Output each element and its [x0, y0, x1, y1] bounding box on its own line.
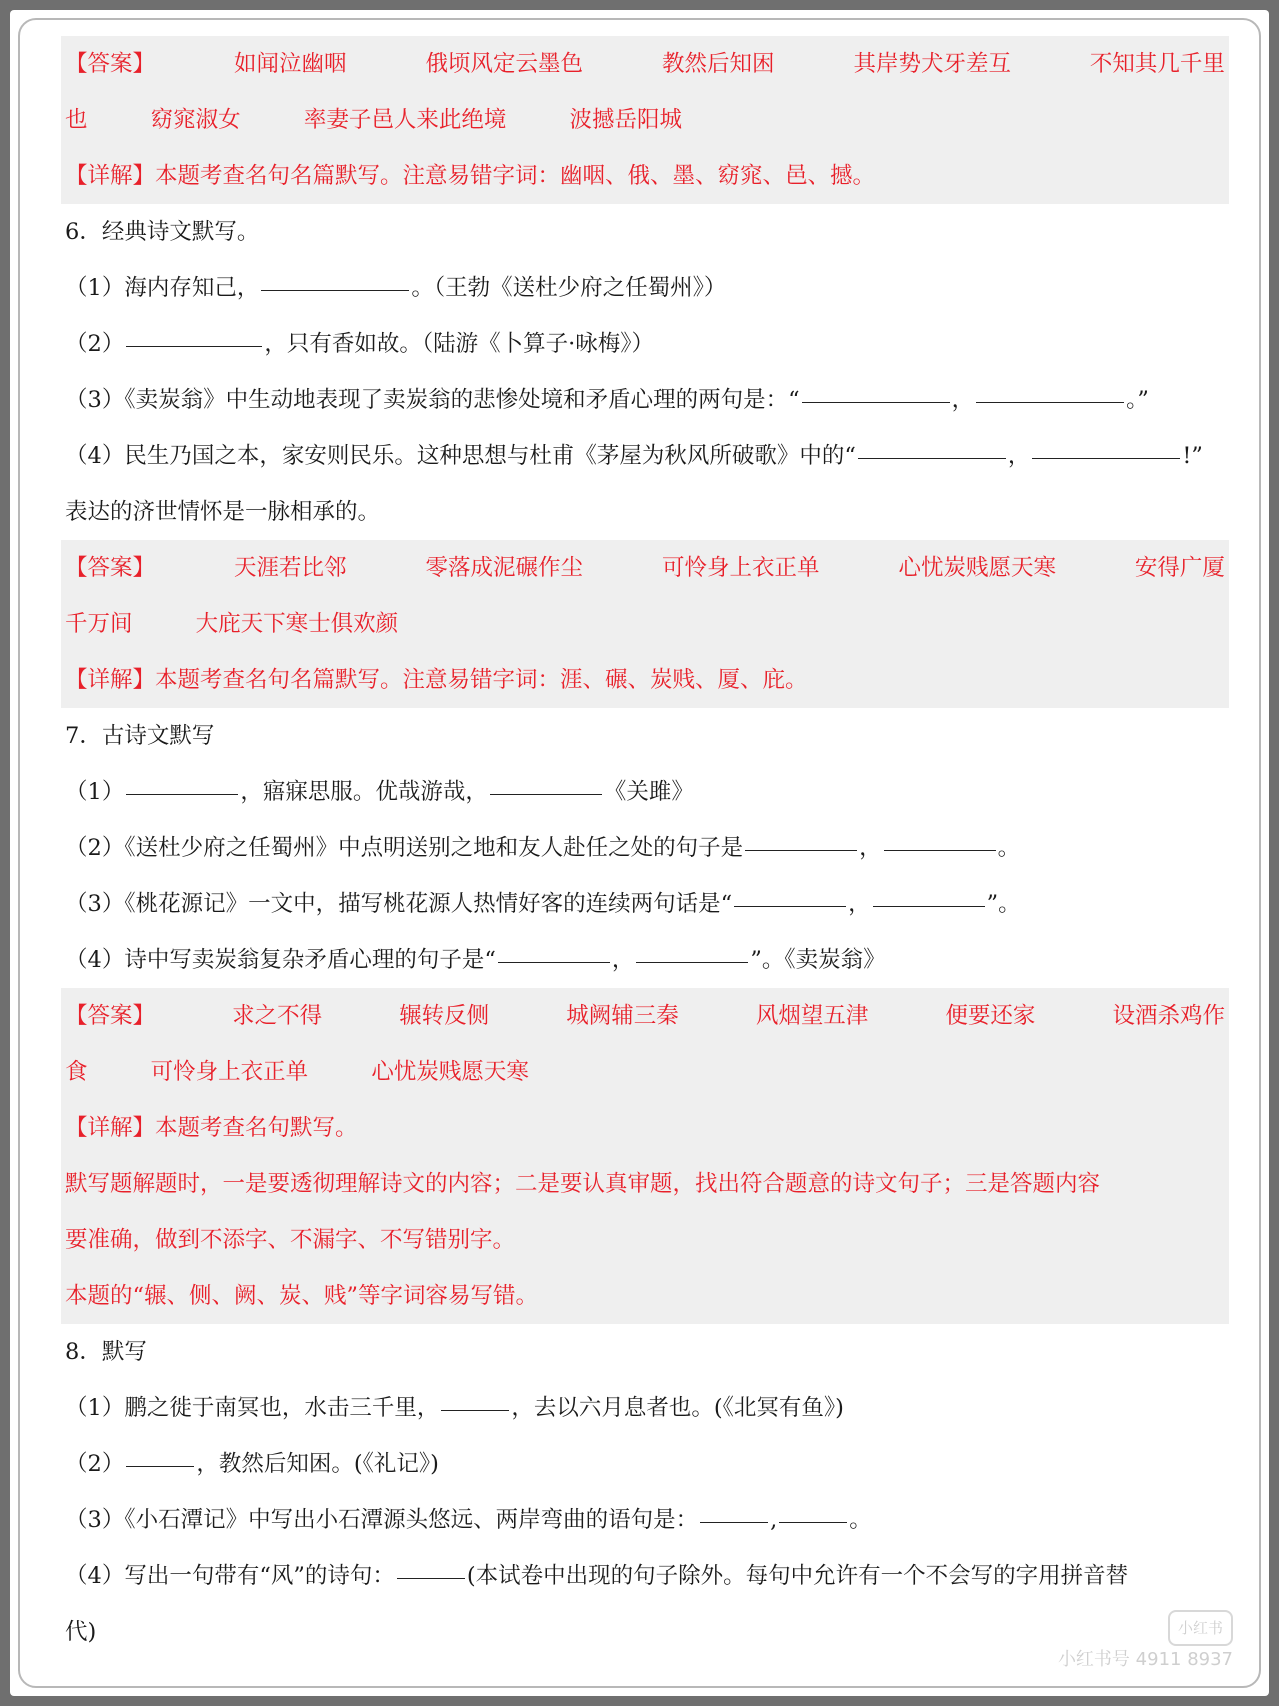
explain-line [65, 652, 1229, 708]
answer-item: 如闻泣幽咽 [233, 51, 347, 77]
answer-item: 心忧炭贱愿天寒 [898, 555, 1056, 581]
answer-label: 【答案】 [65, 1003, 156, 1029]
answer-blank[interactable] [1032, 457, 1180, 459]
answer-item: 天涯若比邻 [233, 555, 347, 581]
explain-label: 【详解】 [65, 163, 156, 189]
explain-label: 【详解】 [65, 1115, 156, 1141]
question-title: 6．经典诗文默写。 [65, 219, 260, 245]
prompt-text: （4）民生乃国之本，家安则民乐。这种思想与杜甫《茅屋为秋风所破歌》中的“ [65, 443, 856, 469]
answer-line [65, 540, 1229, 596]
answer-blank[interactable] [126, 1465, 194, 1467]
question-title: 7．古诗文默写 [65, 723, 215, 749]
watermark-logo: 小红书 [1168, 1610, 1233, 1646]
question-item [65, 316, 1225, 372]
question-title: 8．默写 [65, 1339, 147, 1365]
prompt-text: （2）《送杜少府之任蜀州》中点明送别之地和友人赴任之处的句子是 [65, 835, 744, 861]
explain-text: 本题考查名句名篇默写。注意易错字词：幽咽、俄、墨、窈窕、邑、撼。 [155, 163, 876, 189]
answer-item: 食 [65, 1059, 88, 1085]
explain-label: 【详解】 [65, 667, 156, 693]
prompt-text: 。” [1126, 387, 1149, 413]
prompt-text: !” [1182, 443, 1203, 469]
answer-line [65, 988, 1229, 1044]
answer-blank[interactable] [490, 793, 602, 795]
question-item [65, 932, 1225, 988]
prompt-text: ，教然后知困。(《礼记》) [196, 1451, 439, 1477]
prompt-text: （1）海内存知己， [65, 275, 260, 301]
explain-note: 默写题解题时，一是要透彻理解诗文的内容；二是要认真审题，找出符合题意的诗文句子；三是答题内容 [65, 1171, 1101, 1197]
watermark-text: 小红书号 4911 8937 [1057, 1649, 1233, 1670]
answer-blank[interactable] [441, 1409, 509, 1411]
answer-block-q7 [61, 988, 1229, 1324]
explain-line [65, 1100, 1229, 1156]
prompt-text: （1）鹏之徙于南冥也，水击三千里， [65, 1395, 440, 1421]
answer-item: 俄顷风定云墨色 [425, 51, 583, 77]
prompt-text: （3）《小石潭记》中写出小石潭源头悠远、两岸弯曲的语句是： [65, 1507, 699, 1533]
answer-item: 也 [65, 107, 88, 133]
answer-item: 城阙辅三秦 [566, 1003, 679, 1029]
answer-item: 其岸势犬牙差互 [853, 51, 1011, 77]
question-item [65, 428, 1225, 484]
answer-blank[interactable] [261, 289, 409, 291]
answer-blank[interactable] [802, 401, 950, 403]
watermark [1058, 1610, 1233, 1674]
prompt-text: （3）《桃花源记》一文中，描写桃花源人热情好客的连续两句话是“ [65, 891, 733, 917]
explain-text: 本题考查名句名篇默写。注意易错字词：涯、碾、炭贱、厦、庇。 [155, 667, 808, 693]
explain-note: 本题的“辗、侧、阙、炭、贱”等字词容易写错。 [65, 1283, 539, 1309]
prompt-text: （2） [65, 331, 125, 357]
question-item [65, 1548, 1225, 1604]
answer-item: 便要还家 [945, 1003, 1036, 1029]
question-item [65, 876, 1225, 932]
answer-item: 教然后知困 [661, 51, 775, 77]
answer-item: 零落成泥碾作尘 [425, 555, 583, 581]
prompt-text: 《关雎》 [603, 779, 694, 805]
prompt-text: （1） [65, 779, 125, 805]
prompt-text: ，只有香如故。（陆游《卜算子·咏梅》） [264, 331, 654, 357]
answer-label: 【答案】 [65, 51, 156, 77]
answer-blank[interactable] [779, 1521, 847, 1523]
answer-line [65, 36, 1229, 92]
question-item [65, 372, 1225, 428]
prompt-text: 。 [997, 835, 1021, 861]
answer-blank[interactable] [858, 457, 1006, 459]
question-item-continued: 代) [65, 1619, 97, 1645]
answer-blank[interactable] [498, 961, 610, 963]
question-item [65, 764, 1225, 820]
answer-blank[interactable] [126, 345, 262, 347]
answer-line [65, 596, 1229, 652]
answer-item: 可怜身上衣正单 [661, 555, 820, 581]
prompt-text: ， [859, 835, 882, 861]
answer-item: 千万间 [65, 611, 133, 637]
prompt-text: ，去以六月息者也。(《北冥有鱼》) [511, 1395, 844, 1421]
prompt-text: ”。《卖炭翁》 [750, 947, 886, 973]
prompt-text: 。（王勃《送杜少府之任蜀州》） [411, 275, 727, 301]
prompt-text: ， [951, 387, 975, 413]
prompt-text: (本试卷中出现的句子除外。每句中允许有一个不会写的字用拼音替 [466, 1563, 1129, 1589]
answer-blank[interactable] [126, 793, 238, 795]
document-body [65, 36, 1225, 1660]
question-item [65, 820, 1225, 876]
answer-item: 不知其几千里 [1089, 51, 1225, 77]
answer-blank[interactable] [745, 849, 857, 851]
prompt-text: （3）《卖炭翁》中生动地表现了卖炭翁的悲惨处境和矛盾心理的两句是：“ [65, 387, 800, 413]
answer-blank[interactable] [636, 961, 748, 963]
answer-item: 求之不得 [232, 1003, 323, 1029]
question-item-continued: 表达的济世情怀是一脉相承的。 [65, 499, 381, 525]
answer-block-q6 [61, 540, 1229, 708]
prompt-text: ， [611, 947, 635, 973]
answer-blank[interactable] [734, 905, 846, 907]
answer-item: 率妻子邑人来此绝境 [303, 107, 507, 133]
answer-blank[interactable] [873, 905, 985, 907]
question-item [65, 1436, 1225, 1492]
answer-line [65, 92, 1229, 148]
answer-line [65, 1044, 1229, 1100]
answer-label: 【答案】 [65, 555, 156, 581]
question-item [65, 260, 1225, 316]
answer-blank[interactable] [884, 849, 996, 851]
prompt-text: ，寤寐思服。优哉游哉， [240, 779, 488, 805]
answer-item: 设酒杀鸡作 [1112, 1003, 1225, 1029]
prompt-text: ， [848, 891, 871, 917]
prompt-text: , [770, 1507, 778, 1533]
prompt-text: （4）写出一句带有“风”的诗句： [65, 1563, 395, 1589]
prompt-text: （4）诗中写卖炭翁复杂矛盾心理的句子是“ [65, 947, 496, 973]
answer-item: 可怜身上衣正单 [150, 1059, 309, 1085]
answer-item: 风烟望五津 [755, 1003, 869, 1029]
question-item [65, 1380, 1225, 1436]
prompt-text: ， [1007, 443, 1031, 469]
answer-item: 心忧炭贱愿天寒 [371, 1059, 529, 1085]
answer-blank[interactable] [700, 1521, 768, 1523]
answer-item: 大庇天下寒士俱欢颜 [195, 611, 399, 637]
answer-blank[interactable] [976, 401, 1124, 403]
answer-item: 波撼岳阳城 [569, 107, 683, 133]
answer-item: 辗转反侧 [399, 1003, 490, 1029]
explain-text: 本题考查名句默写。 [155, 1115, 358, 1141]
question-item [65, 1492, 1225, 1548]
explain-line [65, 148, 1229, 204]
explain-note: 要准确，做到不添字、不漏字、不写错别字。 [65, 1227, 516, 1253]
answer-item: 窈窕淑女 [150, 107, 241, 133]
answer-blank[interactable] [397, 1577, 465, 1579]
prompt-text: （2） [65, 1451, 125, 1477]
answer-item: 安得广厦 [1134, 555, 1225, 581]
answer-block-q5 [61, 36, 1229, 204]
page-sheet [10, 10, 1269, 1696]
prompt-text: ”。 [986, 891, 1021, 917]
prompt-text: 。 [849, 1507, 872, 1533]
